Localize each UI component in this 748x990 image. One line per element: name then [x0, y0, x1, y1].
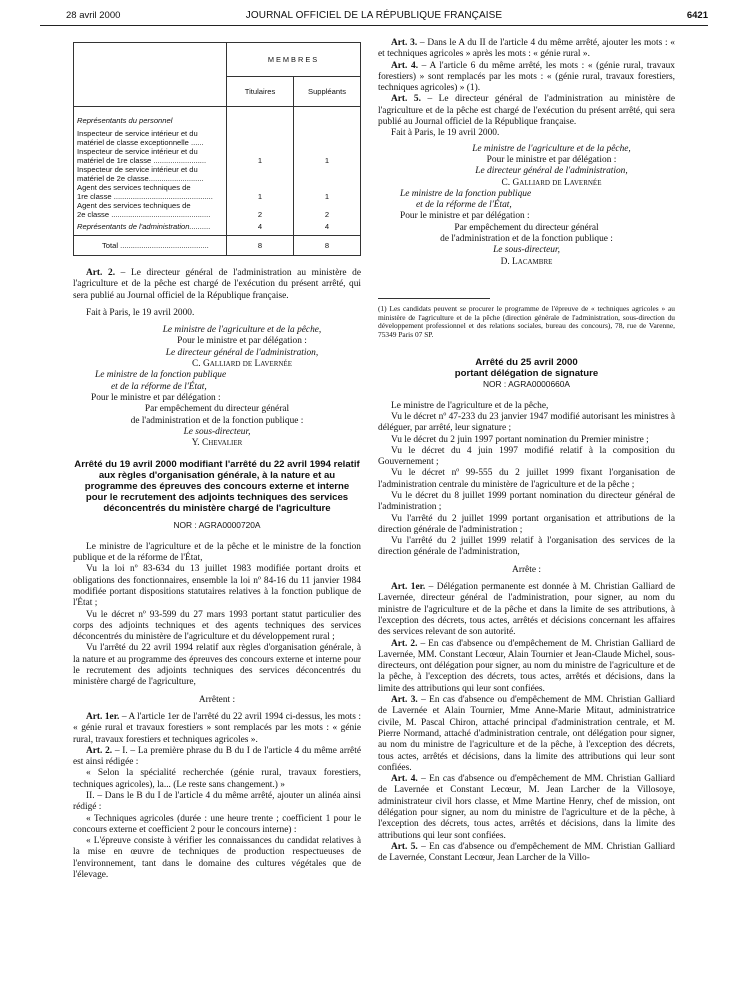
table-row-label: Agent des services techniques de [77, 201, 191, 210]
signature-block: Le ministre de l'agriculture et de la pêche, Pour le ministre et par délégation : Le directeur général de l'administration, C. Galliard de Lavernée Le ministre de la fonction publique et de la réforme de l'État, Pour le ministre et par délégation : Par empêchement du directeur général de l'administration et de la fonction publique : Le sous-directeur, Y. Chevalier [91, 325, 322, 449]
paragraph: Vu l'arrêté du 2 juillet 1999 relatif à l'organisation des services de la direction générale de l'administration, [378, 536, 675, 558]
fait-a-paris: Fait à Paris, le 19 avril 2000. [86, 307, 195, 318]
table-cell-suppleants: 1 [324, 156, 330, 165]
paragraph: Vu le décret du 4 juin 1997 modifié relatif à la composition du Gouvernement ; [378, 445, 675, 468]
table-row-label: Inspecteur de service intérieur et du [77, 129, 198, 138]
table-total-suppleants: 8 [294, 236, 361, 256]
fait-a-paris: Fait à Paris, le 19 avril 2000. [391, 128, 500, 139]
table-row-label: Inspecteur de service intérieur et du [77, 165, 198, 174]
nor-reference: NOR : AGRA0000660A [482, 379, 571, 390]
table-row-label: matériel de 1re classe ......................... [77, 156, 207, 165]
decree-title: Arrêté du 19 avril 2000 modifiant l'arrêté du 22 avril 1994 relatif aux règles d'organisation générale, à la nature et au programme des épreuves des concours externe et interne pour le recrutement des adjoints techniques des services déconcentrés du ministère chargé de l'agriculture [74, 459, 360, 515]
table-cell-suppleants: 1 [324, 192, 330, 201]
table-total-titulaires: 8 [227, 236, 294, 256]
paragraph: Vu le décret nº 93-599 du 27 mars 1993 portant statut particulier des corps des adjoints techniques et des agents techniques des services déconcentrés du ministère de l'agriculture et du développement rural ; [73, 609, 361, 643]
table-cell-titulaires: 2 [257, 210, 263, 219]
header-date: 28 avril 2000 [66, 10, 121, 21]
table-row-label: Agent des services techniques de [77, 183, 191, 192]
page-header [40, 9, 708, 26]
table-row-label: 1re classe ............................................... [77, 192, 213, 201]
header-page-number: 6421 [686, 10, 708, 21]
article-4: Art. 4. – A l'article 6 du même arrêté, les mots : « (génie rural, travaux forestiers) » sont remplacés par les mots : « (génie rural, travaux forestiers, techniques agricoles) » (1). [378, 60, 675, 94]
article-3: Art. 3. – Dans le A du II de l'article 4 du même arrêté, ajouter les mots : « et techniques agricoles » après les mots : « génie rural ». [378, 38, 675, 60]
article-1: Art. 1er. – A l'article 1er de l'arrêté du 22 avril 1994 ci-dessus, les mots : « génie rural et travaux forestiers » sont remplacés par les mots : « génie rural, travaux forestiers et techniques agricoles ». [73, 711, 361, 745]
left-column [73, 42, 361, 881]
article-5: Art. 5. – En cas d'absence ou d'empêchement de MM. Christian Galliard de Lavernée, Constant Lecœur, Jean Larcher de la Villo- [378, 841, 675, 864]
article-4: Art. 4. – En cas d'absence ou d'empêchement de MM. Christian Galliard de Lavernée et Constant Lecœur, M. Jean Larcher de la Villosoye, administrateur civil hors classe, et Mme Martine Henry, chef de mission, ont délégation pour signer, au nom du ministre de l'agriculture et de la pêche, à l'exception des décrets, tous actes, arrêtés et décisions, dans la limite des attributions qui leur sont confiées. [378, 774, 675, 841]
table-total-label: Total .......................................... [74, 236, 227, 256]
table-cell-admin-suppleants: 4 [324, 222, 330, 231]
footnote: (1) Les candidats peuvent se procurer le programme de l'épreuve de « techniques agricoles » au ministère de l'agriculture et de la pêche (direction générale de l'administration, sous-direction du développement professionnel et des relations sociales, bureau des concours), 78, rue de Varenne, 75349 Paris 07 SP. [378, 303, 675, 339]
paragraph: II. – Dans le B du I de l'article 4 du même arrêté, ajouter un alinéa ainsi rédigé : [73, 790, 361, 813]
paragraph: Vu le décret du 2 juin 1997 portant nomination du Premier ministre ; [391, 434, 649, 445]
paragraph: Vu le décret nº 99-555 du 2 juillet 1999 fixant l'organisation de l'administration centrale du ministère de l'agriculture et de la pêche ; [378, 468, 675, 490]
article-5: Art. 5. – Le directeur général de l'administration au ministère de l'agriculture et de la pêche est chargé de l'exécution du présent arrêté, qui sera publié au Journal officiel de la République française. [378, 94, 675, 128]
article-1: Art. 1er. – Délégation permanente est donnée à M. Christian Galliard de Lavernée, directeur général de l'administration, pour signer, au nom du ministre de l'agriculture et de la pêche et dans la limite de ses attributions, à l'exception des décrets, tous actes, arrêtés et décisions concernant les affaires des services relevant de son autorité. [378, 582, 675, 638]
article-3: Art. 3. – En cas d'absence ou d'empêchement de MM. Christian Galliard de Lavernée et Alain Tournier, Mme Anne-Marie Mitaut, administratrice civile, M. Pascal Chiron, attaché principal d'administration centrale, et M. Pierre Normand, attaché d'administration centrale, ont délégation pour signer, au nom du ministre de l'agriculture et de la pêche, à l'exception des décrets, tous actes, arrêtés et décisions, dans la limite des attributions qui leur sont confiées. [378, 695, 675, 773]
right-column [378, 38, 675, 864]
table-row-label: matériel de 2e classe.......................... [77, 174, 204, 183]
paragraph: Vu la loi nº 83-634 du 13 juillet 1983 modifiée portant droits et obligations des fonctionnaires, ensemble la loi nº 84-16 du 11 janvier 1984 modifiée portant dispositions statutaires relatives à la fonction publique de l'État ; [73, 564, 361, 609]
article-2-modif: Art. 2. – I. – La première phrase du B du I de l'article 4 du même arrêté est ainsi rédigée : [73, 745, 361, 768]
paragraph: Vu l'arrêté du 2 juillet 1999 portant organisation et attributions de la direction générale de l'administration ; [378, 513, 675, 535]
decree-title: Arrêté du 25 avril 2000 [475, 357, 578, 369]
table-row-label: matériel de classe exceptionnelle ...... [77, 138, 204, 147]
footnote-separator [378, 298, 490, 299]
paragraph: Vu le décret nº 47-233 du 23 janvier 1947 modifié autorisant les ministres à déléguer, par arrêté, leur signature ; [378, 411, 675, 434]
signature-block: Le ministre de l'agriculture et de la pêche, Pour le ministre et par délégation : Le directeur général de l'administration, C. Galliard de Lavernée Le ministre de la fonction publique et de la réforme de l'État, Pour le ministre et par délégation : Par empêchement du directeur général de l'administration et de la fonction publique : Le sous-directeur, D. Lacambre [400, 143, 631, 267]
table-header-titulaires: Titulaires [227, 77, 294, 107]
table-cell-titulaires: 1 [257, 156, 263, 165]
table-cell-admin-titulaires: 4 [257, 222, 263, 231]
table-row-label: 2e classe ............................................... [77, 210, 211, 219]
table-cell-suppleants: 2 [324, 210, 330, 219]
paragraph: « Techniques agricoles (durée : une heure trente ; coefficient 1 pour le concours externe et coefficient 2 pour le concours interne) : [73, 813, 361, 835]
table-admin-label: Représentants de l'administration.......... [77, 222, 211, 231]
article-2: Art. 2. – Le directeur général de l'administration au ministère de l'agriculture et de la pêche est chargé de l'exécution du présent arrêté, qui sera publié au Journal officiel de la République française. [73, 268, 362, 301]
arretent: Arrêtent : [198, 694, 236, 705]
arrete: Arrête : [512, 564, 541, 575]
paragraph: Le ministre de l'agriculture et de la pêche et le ministre de la fonction publique et de la réforme de l'État, [73, 541, 361, 564]
paragraph: Vu le décret du 8 juillet 1999 portant nomination du directeur général de l'administration ; [378, 490, 675, 513]
paragraph: « Selon la spécialité recherchée (génie rural, travaux forestiers, techniques agricoles), la... (Le reste sans changement.) » [73, 768, 361, 790]
table-row-label: Inspecteur de service intérieur et du [77, 147, 198, 156]
members-table [73, 42, 361, 256]
nor-reference: NOR : AGRA0000720A [173, 520, 261, 531]
paragraph: « L'épreuve consiste à vérifier les connaissances du candidat relatives à la mise en œuvre de techniques de production respectueuses de l'environnement, tant dans le domaine des cultures végétales que de l'élevage. [73, 836, 361, 881]
table-header-suppleants: Suppléants [294, 77, 361, 107]
table-header-membres: MEMBRES [227, 43, 361, 77]
table-cell-titulaires: 1 [257, 192, 263, 201]
table-section-personnel: Représentants du personnel [77, 116, 173, 125]
paragraph: Vu l'arrêté du 22 avril 1994 relatif aux règles d'organisation générale, à la nature et au programme des épreuves des concours externe et interne pour le recrutement des adjoints techniques des services déconcentrés du ministère chargé de l'agriculture, [73, 643, 361, 688]
paragraph: Le ministre de l'agriculture et de la pêche, [391, 400, 549, 411]
header-journal-title: JOURNAL OFFICIEL DE LA RÉPUBLIQUE FRANÇAISE [245, 10, 503, 21]
article-2: Art. 2. – En cas d'absence ou d'empêchement de M. Christian Galliard de Lavernée, MM. Constant Lecœur, Alain Tournier et Jean-Claude Michel, sous-directeurs, ont délégation pour signer, au nom du ministre de l'agriculture et de la pêche, à l'exception des décrets, tous actes, arrêtés et décisions, dans la limite des attributions qui leur sont confiées. [378, 638, 675, 694]
decree-subtitle: portant délégation de signature [454, 368, 599, 380]
